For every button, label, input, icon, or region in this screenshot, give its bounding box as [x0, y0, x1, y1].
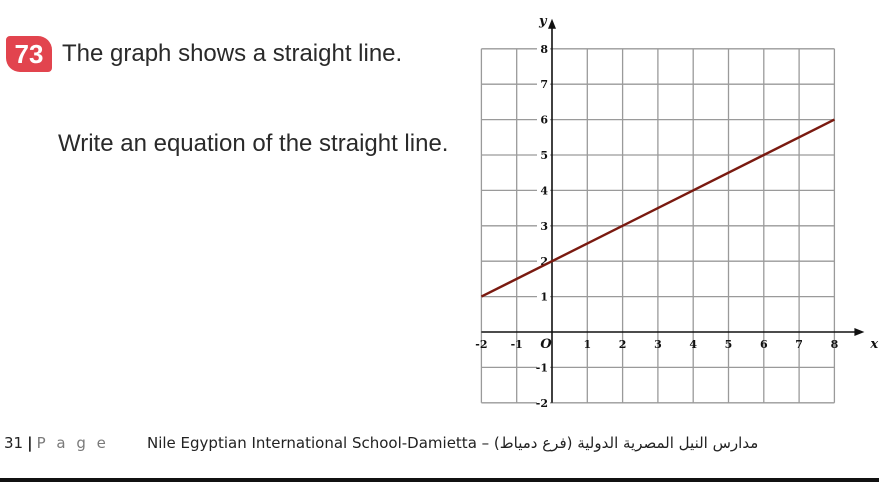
footer-separator: |: [27, 434, 33, 452]
x-tick-label: 6: [759, 338, 768, 351]
page-number: 31: [4, 434, 24, 452]
y-tick-label: -2: [535, 396, 548, 410]
question-instruction: Write an equation of the straight line.: [58, 130, 449, 157]
y-tick-label: 4: [540, 184, 548, 198]
x-tick-label: O: [540, 337, 552, 352]
footer-rule: [0, 478, 879, 482]
question-statement: The graph shows a straight line.: [62, 40, 403, 67]
x-tick-label: -1: [510, 338, 523, 351]
page-label: P a g e: [36, 434, 109, 452]
x-tick-label: -2: [475, 338, 488, 351]
x-axis-arrow: [854, 328, 864, 336]
x-tick-label: 8: [830, 338, 839, 351]
question-number: 73: [14, 38, 44, 69]
y-axis-arrow: [548, 19, 556, 29]
y-tick-label: 8: [540, 42, 548, 56]
x-axis-label: x: [870, 337, 879, 352]
y-tick-label: 3: [540, 219, 548, 233]
x-tick-label: 4: [689, 338, 698, 351]
page-footer: [4, 434, 759, 452]
y-tick-label: 1: [540, 290, 548, 304]
x-tick-label: 1: [583, 338, 592, 351]
y-axis-label: y: [539, 13, 547, 29]
y-tick-label: 7: [540, 78, 548, 92]
x-tick-label: 2: [618, 338, 627, 351]
school-name: Nile Egyptian International School-Damietta – مدارس النيل المصرية الدولية (فرع دمياط): [147, 434, 759, 452]
x-tick-label: 3: [654, 338, 662, 351]
x-tick-label: 7: [795, 338, 803, 351]
y-tick-label: 5: [540, 149, 548, 162]
y-tick-label: -1: [535, 361, 548, 375]
y-tick-label: 2: [540, 255, 548, 269]
x-tick-label: 5: [724, 338, 733, 351]
y-tick-label: 6: [540, 113, 548, 127]
